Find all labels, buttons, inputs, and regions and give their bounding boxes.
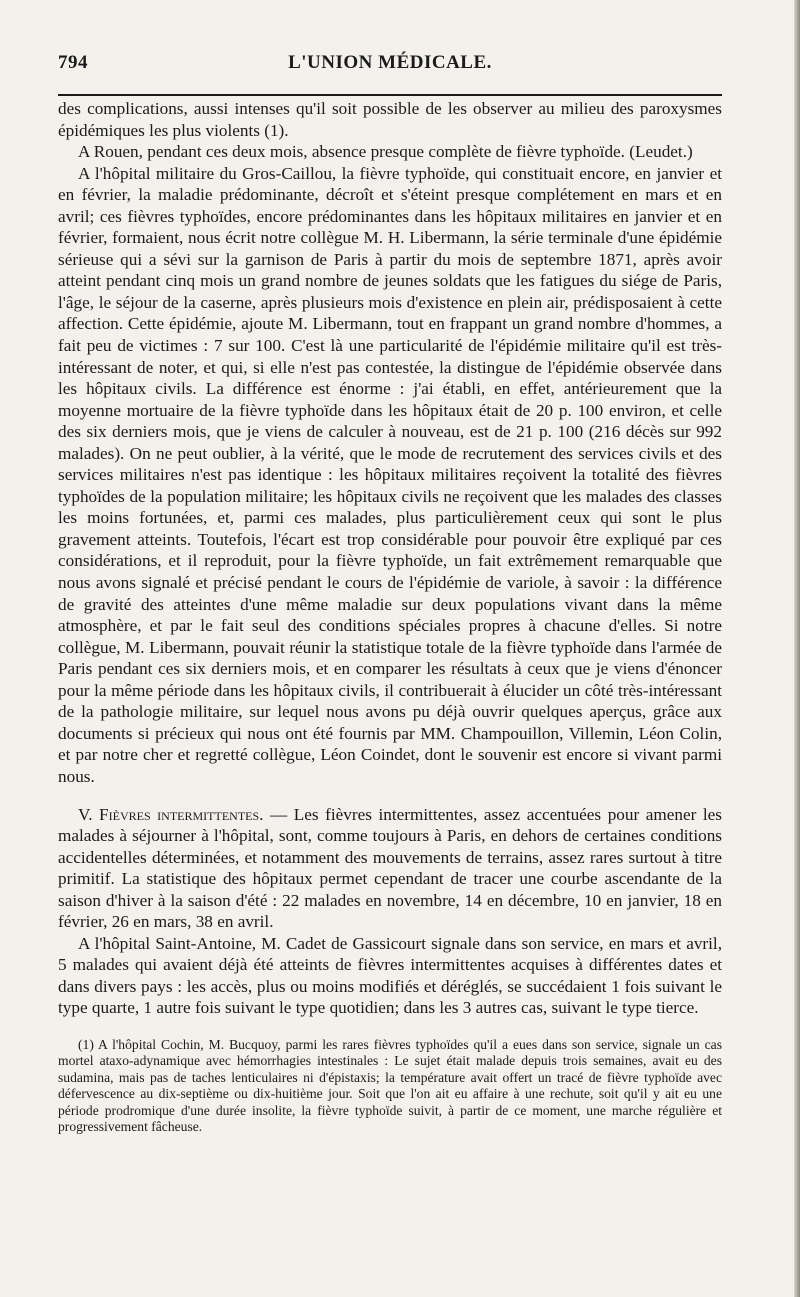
body-text xyxy=(58,98,722,1019)
paragraph-fievres-intermittentes xyxy=(58,804,722,933)
journal-title: L'UNION MÉDICALE. xyxy=(288,52,492,73)
paragraph-continuation: des complications, aussi intenses qu'il soit possible de les observer au milieu des paroxysmes épidémiques les plus violents (1). xyxy=(58,99,722,140)
header-rule xyxy=(58,94,722,96)
paragraph-gros-caillou: A l'hôpital militaire du Gros-Caillou, la fièvre typhoïde, qui constituait encore, en janvier et en février, la maladie prédominante, décroît et s'éteint presque complétement en mars et en avril; ces fièvres typhoïdes, encore prédominantes dans les hôpitaux militaires en janvier et en février, formaient, nous écrit notre collègue M. H. Libermann, la série terminale d'une épidémie sérieuse qui a sévi sur la garnison de Paris à partir du mois de septembre 1871, après avoir atteint pendant cinq mois un grand nombre de jeunes soldats que les fatigues du siége de Paris, l'âge, le séjour de la caserne, après plusieurs mois d'existence en plein air, prédisposaient à cette affection. Cette épidémie, ajoute M. Libermann, tout en frappant un grand nombre d'hommes, a fait peu de victimes : 7 sur 100. C'est là une particularité de l'épidémie militaire qu'il est très-intéressant de noter, et qui, si elle n'est pas contestée, la distingue de l'épidémie observée dans les hôpitaux civils. La différence est énorme : j'ai établi, en effet, antérieurement que la moyenne mortuaire de la fièvre typhoïde dans les hôpitaux était de 20 p. 100 environ, et celle des six derniers mois, que je viens de calculer à nouveau, est de 21 p. 100 (216 décès sur 992 malades). On ne peut oublier, à la vérité, que le mode de recrutement des services civils et des services militaires n'est pas identique : les hôpitaux militaires reçoivent la totalité des fièvres typhoïdes de la population militaire; les hôpitaux civils ne reçoivent que les malades des classes les moins fortunées, et, parmi ces malades, plus particulièrement ceux qui sont le plus gravement atteints. Toutefois, l'écart est trop considérable pour pouvoir être expliqué par ces considérations, et il reproduit, pour la fièvre typhoïde, un fait extrêmement remarquable que nous avons signalé et précisé pendant le cours de l'épidémie de variole, à savoir : la différence de gravité des atteintes d'une même maladie sur deux populations vivant dans la même atmosphère, et par le fait seul des conditions spéciales propres à chacune d'elles. Si notre collègue, M. Libermann, pouvait réunir la statistique totale de la fièvre typhoïde dans l'armée de Paris pendant ces six derniers mois, et en comparer les résultats à ceux que je viens d'énoncer pour la même période dans les hôpitaux civils, il contribuerait à élucider un côté très-intéressant de la pathologie militaire, sur lequel nous avons pu déjà ouvrir quelques aperçus, grâce aux documents si précieux qui nous ont été fournis par MM. Champouillon, Villemin, Léon Colin, et par notre cher et regretté collègue, Léon Coindet, dont le souvenir est encore si vivant parmi nous. xyxy=(58,163,722,786)
footnote xyxy=(58,1037,722,1135)
footnote-text: (1) A l'hôpital Cochin, M. Bucquoy, parmi les rares fièvres typhoïdes qu'il a eues dans son service, signale un cas mortel ataxo-adynamique avec hémorrhagies intestinales : Le sujet était malade depuis trois semaines, avait eu des sudamina, mais pas de taches lenticulaires ni d'épistaxis; la température avait offert un tracé de fièvre typhoïde avec défervescence au dix-septième ou dix-huitième jour. Soit que l'on ait eu affaire à une rechute, soit qu'il y ait eu une période prodromique d'une durée insolite, la fièvre typhoïde suivit, à partir de ce moment, une marche régulière et progressivement fâcheuse. xyxy=(58,1036,722,1134)
section-heading: V. Fièvres intermittentes. — xyxy=(78,804,288,824)
running-header xyxy=(58,52,722,80)
page-edge-shadow xyxy=(794,0,800,1297)
paragraph-saint-antoine: A l'hôpital Saint-Antoine, M. Cadet de Gassicourt signale dans son service, en mars et avril, 5 malades qui avaient déjà été atteints de fièvres intermittentes acquises à différentes dates et dans divers pays : les accès, plus ou moins modifiés et déréglés, se succédaient 1 fois suivant le type quarte, 1 autre fois suivant le type quotidien; dans les 3 autres cas, suivant le type tierce. xyxy=(58,933,722,1018)
page-number: 794 xyxy=(58,52,88,73)
page xyxy=(58,52,722,1135)
paragraph-rouen: A Rouen, pendant ces deux mois, absence presque complète de fièvre typhoïde. (Leudet.) xyxy=(78,142,693,162)
section-text: Les fièvres intermittentes, assez accentuées pour amener les malades à séjourner à l'hôpital, sont, comme toujours à Paris, en dehors de certaines conditions accidentelles déterminées, et notamment des mouvements de terrains, assez rares surtout à titre primitif. La statistique des hôpitaux permet cependant de tracer une courbe ascendante de la saison d'hiver à la saison d'été : 22 malades en novembre, 14 en décembre, 10 en janvier, 18 en février, 26 en mars, 38 en avril. xyxy=(58,804,722,932)
